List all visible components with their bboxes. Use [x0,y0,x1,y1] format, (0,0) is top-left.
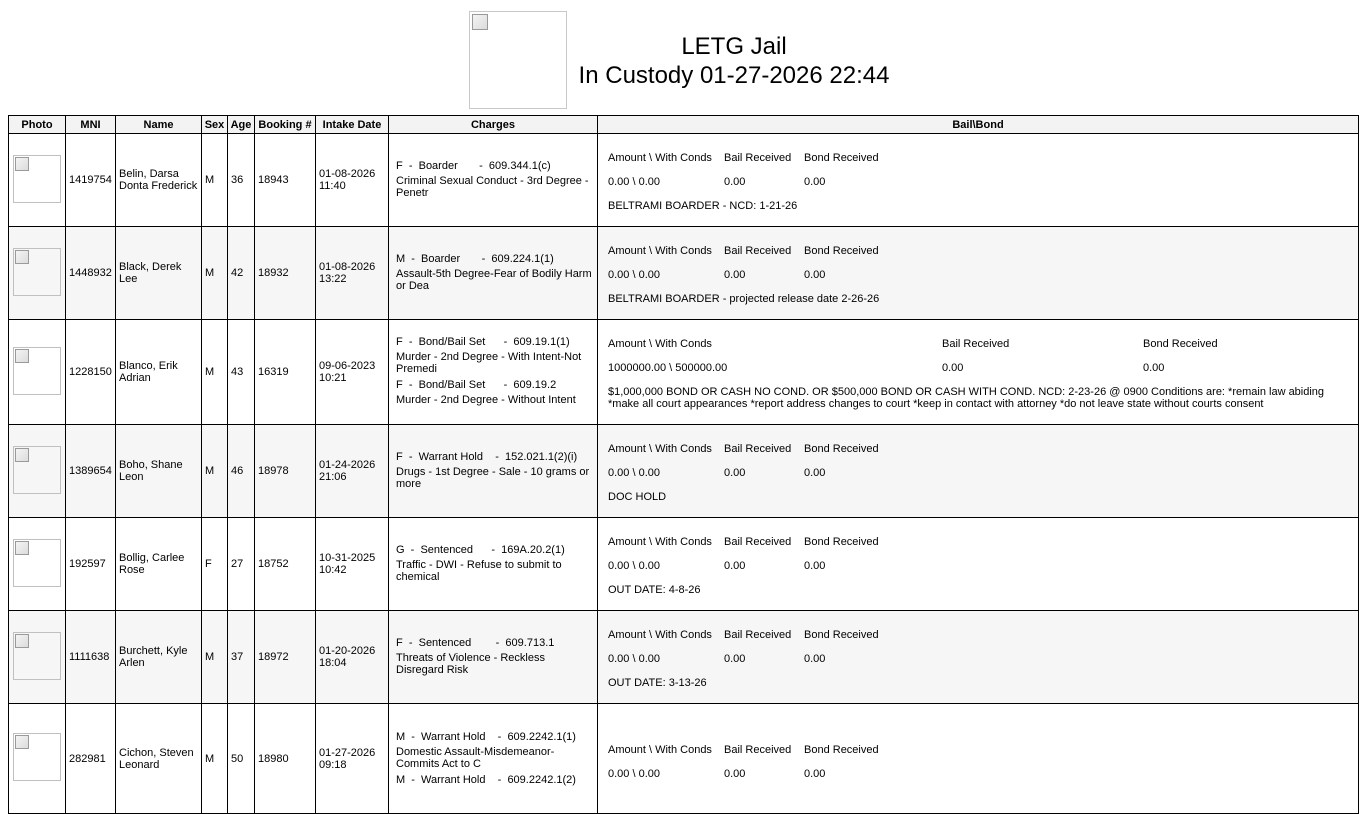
bail-header-amount: Amount \ With Conds [608,152,712,164]
table-row [9,227,1359,320]
intake-date-cell [316,134,389,227]
intake-date: 09-06-2023 [319,360,376,372]
name-cell: Bollig, Carlee Rose [116,518,202,611]
sex-cell: M [202,425,228,518]
bail-header-bond-received: Bond Received [804,443,879,455]
charges-cell [389,425,598,518]
age-cell: 36 [228,134,255,227]
charge-line: F - Warrant Hold - 152.021.1(2)(i) [396,450,578,463]
column-header-name: Name [116,116,202,134]
inmate-roster-table [8,115,1359,814]
inmate-photo-broken-image-icon[interactable] [13,347,61,395]
bond-received-value: 0.00 [804,767,826,780]
photo-cell [9,518,66,611]
bail-note: BELTRAMI BOARDER - projected release date 2-26-26 [608,293,880,305]
intake-date-cell [316,227,389,320]
amount-with-conds: 0.00 \ 0.00 [608,560,660,572]
charges-cell [389,518,598,611]
bail-bond-cell [598,227,1359,320]
booking-cell: 16319 [255,320,316,425]
charge-description: Criminal Sexual Conduct - 3rd Degree - Penetr [396,174,589,199]
name-cell: Burchett, Kyle Arlen [116,611,202,704]
intake-date: 10-31-2025 [319,552,376,564]
charge-line: M - Warrant Hold - 609.2242.1(2) [396,773,576,786]
intake-date-cell [316,518,389,611]
bail-header-bond-received: Bond Received [804,743,879,756]
bail-header-bond-received: Bond Received [804,152,879,164]
table-row [9,611,1359,704]
bail-header-bail-received: Bail Received [724,152,792,164]
bail-received-value: 0.00 [724,653,746,665]
name-cell: Black, Derek Lee [116,227,202,320]
column-header-booking: Booking # [255,116,316,134]
mni-cell: 1448932 [66,227,116,320]
page-title: LETG Jail [681,33,787,60]
report-header [0,0,1366,115]
intake-date-cell [316,611,389,704]
age-cell: 42 [228,227,255,320]
inmate-photo-broken-image-icon[interactable] [13,248,61,296]
bail-header-amount: Amount \ With Conds [608,443,712,455]
bail-bond-cell [598,320,1359,425]
intake-date: 01-20-2026 [319,645,376,657]
bail-header-amount: Amount \ With Conds [608,338,712,350]
intake-time: 21:06 [319,471,347,483]
booking-cell: 18980 [255,704,316,814]
charges-cell [389,704,598,814]
intake-date-cell [316,704,389,814]
bail-received-value: 0.00 [724,467,746,479]
table-header-row [9,116,1359,134]
amount-with-conds: 0.00 \ 0.00 [608,767,660,780]
inmate-photo-broken-image-icon[interactable] [13,539,61,587]
sex-cell: M [202,134,228,227]
page-subtitle: In Custody 01-27-2026 22:44 [578,62,890,89]
charge-description: Drugs - 1st Degree - Sale - 10 grams or more [396,465,590,490]
charges-cell [389,134,598,227]
charge-line: F - Boarder - 609.344.1(c) [396,159,551,172]
amount-with-conds: 1000000.00 \ 500000.00 [608,362,728,374]
bond-received-value: 0.00 [804,653,826,665]
booking-cell: 18932 [255,227,316,320]
bail-bond-cell [598,425,1359,518]
bail-note: BELTRAMI BOARDER - NCD: 1-21-26 [608,200,798,212]
bail-header-bail-received: Bail Received [724,443,792,455]
booking-cell: 18978 [255,425,316,518]
photo-cell [9,425,66,518]
booking-cell: 18972 [255,611,316,704]
table-row [9,704,1359,814]
bail-received-value: 0.00 [942,362,964,374]
charge-line: M - Boarder - 609.224.1(1) [396,252,554,265]
mni-cell: 1389654 [66,425,116,518]
column-header-sex: Sex [202,116,228,134]
sex-cell: M [202,227,228,320]
bail-header-amount: Amount \ With Conds [608,743,712,756]
sex-cell: M [202,320,228,425]
bail-header-bail-received: Bail Received [724,536,792,548]
column-header-photo: Photo [9,116,66,134]
intake-time: 18:04 [319,657,347,669]
title-block [574,32,894,90]
charges-cell [389,320,598,425]
charge-line: F - Sentenced - 609.713.1 [396,636,555,649]
bail-bond-cell [598,611,1359,704]
charges-cell [389,227,598,320]
column-header-charges: Charges [389,116,598,134]
charge-description: Murder - 2nd Degree - Without Intent [396,394,576,406]
intake-date: 01-27-2026 [319,746,376,759]
intake-date-cell [316,320,389,425]
bail-received-value: 0.00 [724,560,746,572]
bail-bond-cell [598,134,1359,227]
charge-line: F - Bond/Bail Set - 609.19.2 [396,379,557,391]
bond-received-value: 0.00 [804,560,826,572]
column-header-bail-bond: Bail\Bond [598,116,1359,134]
bail-received-value: 0.00 [724,767,746,780]
intake-time: 09:18 [319,758,347,771]
bail-note: $1,000,000 BOND OR CASH NO COND. OR $500,000 BOND OR CASH WITH COND. NCD: 2-23-26 @ 0900 Conditions are: *remain law abiding *make all court appearances *report address changes to court *keep in contact with attorney *do not leave state without courts consent [608,386,1325,410]
photo-cell [9,227,66,320]
bail-header-amount: Amount \ With Conds [608,536,712,548]
bail-note: OUT DATE: 4-8-26 [608,584,701,596]
charge-description: Murder - 2nd Degree - With Intent-Not Premedi [396,351,582,375]
charge-line: M - Warrant Hold - 609.2242.1(1) [396,730,576,743]
mni-cell: 1419754 [66,134,116,227]
age-cell: 50 [228,704,255,814]
intake-time: 13:22 [319,273,347,285]
age-cell: 43 [228,320,255,425]
intake-time: 10:42 [319,564,347,576]
inmate-photo-broken-image-icon[interactable] [13,733,61,781]
charge-description: Traffic - DWI - Refuse to submit to chemical [396,558,562,583]
bail-header-bail-received: Bail Received [942,338,1010,350]
name-cell: Boho, Shane Leon [116,425,202,518]
intake-time: 11:40 [319,180,346,192]
bond-received-value: 0.00 [804,467,826,479]
bail-bond-cell [598,704,1359,814]
intake-time: 10:21 [319,372,347,384]
age-cell: 27 [228,518,255,611]
photo-cell [9,134,66,227]
intake-date-cell [316,425,389,518]
charge-line: G - Sentenced - 169A.20.2(1) [396,543,565,556]
bond-received-value: 0.00 [1143,362,1165,374]
logo-broken-image-icon [469,11,567,109]
amount-with-conds: 0.00 \ 0.00 [608,653,660,665]
mni-cell: 282981 [66,704,116,814]
charges-cell [389,611,598,704]
charge-line: F - Bond/Bail Set - 609.19.1(1) [396,336,570,348]
bail-header-bond-received: Bond Received [804,536,879,548]
booking-cell: 18752 [255,518,316,611]
age-cell: 46 [228,425,255,518]
inmate-photo-broken-image-icon[interactable] [13,446,61,494]
mni-cell: 192597 [66,518,116,611]
intake-date: 01-08-2026 [319,168,376,180]
bail-header-bond-received: Bond Received [804,245,879,257]
charge-description: Threats of Violence - Reckless Disregard Risk [396,651,545,676]
bail-header-bond-received: Bond Received [1143,338,1218,350]
intake-date: 01-08-2026 [319,261,376,273]
bond-received-value: 0.00 [804,269,826,281]
bail-note: DOC HOLD [608,491,667,503]
bail-bond-cell [598,518,1359,611]
table-row [9,134,1359,227]
sex-cell: F [202,518,228,611]
booking-cell: 18943 [255,134,316,227]
bail-header-bail-received: Bail Received [724,245,792,257]
inmate-photo-broken-image-icon[interactable] [13,632,61,680]
amount-with-conds: 0.00 \ 0.00 [608,176,660,188]
column-header-mni: MNI [66,116,116,134]
amount-with-conds: 0.00 \ 0.00 [608,467,660,479]
column-header-intake-date: Intake Date [316,116,389,134]
name-cell: Blanco, Erik Adrian [116,320,202,425]
sex-cell: M [202,704,228,814]
age-cell: 37 [228,611,255,704]
photo-cell [9,320,66,425]
charge-description: Assault-5th Degree-Fear of Bodily Harm or Dea [396,267,592,292]
photo-cell [9,611,66,704]
bond-received-value: 0.00 [804,176,826,188]
table-row [9,425,1359,518]
column-header-age: Age [228,116,255,134]
mni-cell: 1111638 [66,611,116,704]
sex-cell: M [202,611,228,704]
name-cell: Cichon, Steven Leonard [116,704,202,814]
bail-received-value: 0.00 [724,176,746,188]
mni-cell: 1228150 [66,320,116,425]
bail-note: OUT DATE: 3-13-26 [608,677,707,689]
photo-cell [9,704,66,814]
broken-image-icon [472,14,488,30]
bail-header-amount: Amount \ With Conds [608,245,712,257]
table-row [9,518,1359,611]
inmate-photo-broken-image-icon[interactable] [13,155,61,203]
intake-date: 01-24-2026 [319,459,376,471]
charge-description: Domestic Assault-Misdemeanor-Commits Act to C [396,745,555,770]
bail-header-bail-received: Bail Received [724,629,792,641]
name-cell: Belin, Darsa Donta Frederick [116,134,202,227]
amount-with-conds: 0.00 \ 0.00 [608,269,660,281]
table-row [9,320,1359,425]
bail-header-bail-received: Bail Received [724,743,792,756]
bail-header-bond-received: Bond Received [804,629,879,641]
bail-header-amount: Amount \ With Conds [608,629,712,641]
bail-received-value: 0.00 [724,269,746,281]
